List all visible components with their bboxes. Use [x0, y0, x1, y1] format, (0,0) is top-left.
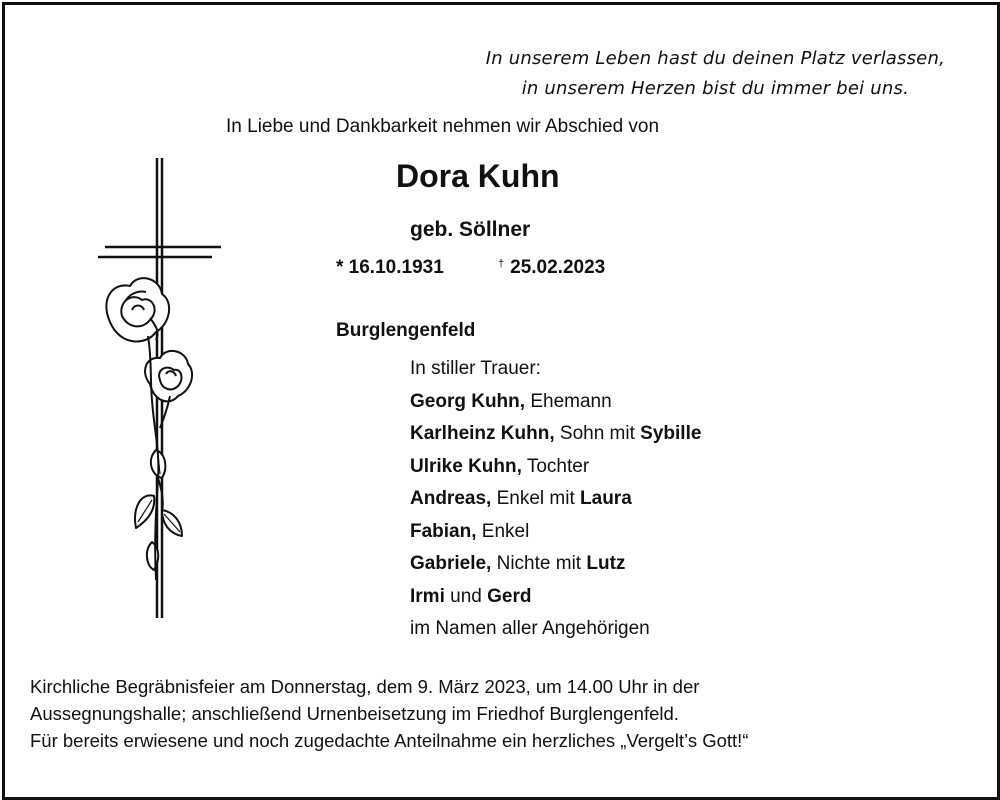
list-item — [410, 516, 701, 549]
list-item — [410, 581, 701, 614]
deceased-name: Dora Kuhn — [396, 158, 560, 194]
mourner-name: Gabriele, — [410, 553, 492, 574]
motto-verse — [486, 44, 945, 104]
list-item — [410, 451, 701, 484]
mourner-partner: Lutz — [586, 553, 626, 574]
mourner-relation: Sohn mit — [554, 423, 641, 444]
mourner-relation: und — [444, 585, 488, 607]
birth-date: * 16.10.1931 — [336, 257, 444, 278]
mourner-relation: Nichte mit — [491, 553, 587, 574]
mourner-name: Ulrike Kuhn, — [410, 455, 522, 477]
birth-name: geb. Söllner — [410, 218, 531, 241]
service-line-1: Kirchliche Begräbnisfeier am Donnerstag, dem 9. März 2023, um 14.00 Uhr in der — [30, 676, 700, 697]
death-date: 25.02.2023 — [510, 257, 606, 278]
cross-with-roses-graphic — [90, 150, 230, 630]
mourners-list — [410, 353, 701, 646]
mourners-closing: im Namen aller Angehörigen — [410, 618, 650, 639]
life-dates — [336, 257, 606, 279]
dagger-icon: † — [498, 258, 505, 270]
mourner-relation: Enkel mit — [491, 488, 581, 509]
mourners-heading: In stiller Trauer: — [410, 358, 541, 379]
mourner-name: Irmi — [410, 585, 445, 607]
mourner-name: Georg Kuhn, — [410, 390, 526, 412]
list-item — [410, 548, 701, 581]
motto-line-2: in unserem Herzen bist du immer bei uns. — [521, 78, 910, 99]
mourner-name: Fabian, — [410, 520, 477, 542]
service-line-2: Aussegnungshalle; anschließend Urnenbeisetzung im Friedhof Burglengenfeld. — [30, 703, 679, 724]
funeral-service-notice — [30, 673, 748, 754]
mourner-partner: Sybille — [640, 423, 702, 444]
list-item — [410, 386, 701, 419]
mourner-name: Karlheinz Kuhn, — [410, 423, 555, 444]
list-item — [410, 483, 701, 516]
residence-place: Burglengenfeld — [336, 320, 476, 341]
mourner-relation: Ehemann — [525, 390, 612, 412]
list-item — [410, 418, 701, 451]
motto-line-1: In unserem Leben hast du deinen Platz verlassen, — [485, 48, 945, 69]
intro-text: In Liebe und Dankbarkeit nehmen wir Abschied von — [226, 116, 660, 137]
service-line-3: Für bereits erwiesene und noch zugedachte Anteilnahme ein herzliches „Vergelt’s Gott!“ — [30, 730, 749, 751]
mourner-relation: Enkel — [476, 520, 530, 542]
mourner-partner: Gerd — [487, 585, 532, 607]
death-date-group — [498, 257, 605, 279]
mourner-partner: Laura — [580, 488, 632, 509]
cross-with-roses-icon — [90, 150, 230, 635]
mourner-name: Andreas, — [410, 488, 492, 509]
mourner-relation: Tochter — [521, 455, 590, 477]
